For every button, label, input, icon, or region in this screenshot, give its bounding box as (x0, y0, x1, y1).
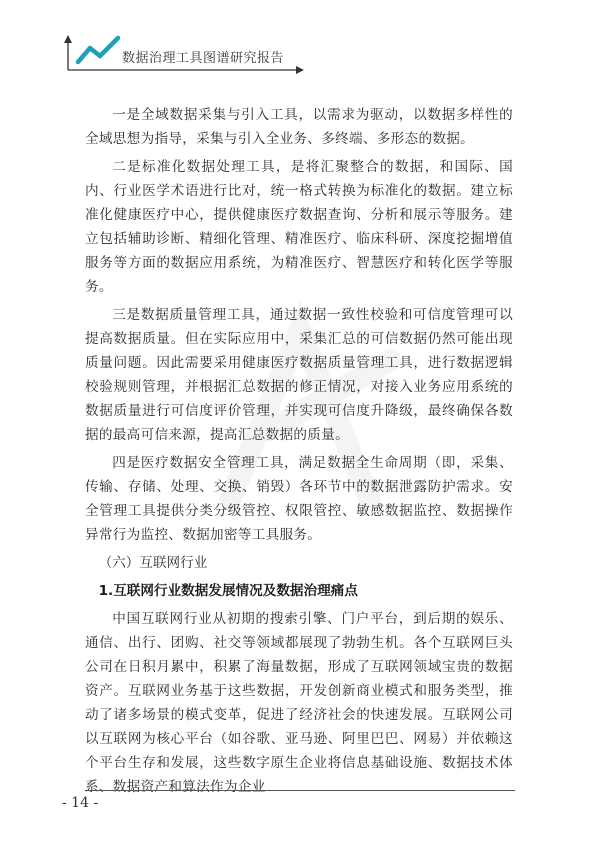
section-heading: （六）互联网行业 (98, 555, 208, 571)
page-number: - 14 - (62, 795, 99, 811)
paragraph: 中国互联网行业从初期的搜索引擎、门户平台，到后期的娱乐、通信、出行、团购、社交等领域都展现了勃勃生机。各个互联网巨头公司在日积月累中，积累了海量数据，形成了互联网领域宝贵的数据资产。互联网业务基于这些数据，开发创新商业模式和服务类型，推动了诸多场景的模式变革，促进了经济社会的快速发展。互联网公司以互联网为核心平台（如谷歌、亚马逊、阿里巴巴、网易）并依赖这个平台生存和发展，这些数字原生企业将信息基础设施、数据技术体系、数据资产和算法作为企业 (85, 611, 513, 795)
header-graphic (0, 0, 600, 80)
footer-divider (85, 790, 515, 791)
paragraph: 二是标准化数据处理工具，是将汇聚整合的数据，和国际、国内、行业医学术语进行比对，统一格式转换为标准化的数据。建立标准化健康医疗中心，提供健康医疗数据查询、分析和展示等服务。建立包括辅助诊断、精细化管理、精准医疗、临床科研、深度挖掘增值服务等方面的数据应用系统，为精准医疗、智慧医疗和转化医学等服务。 (85, 159, 513, 295)
subsection-heading: 1.互联网行业数据发展情况及数据治理痛点 (98, 583, 358, 599)
page-body (85, 103, 513, 803)
header-title: 数据治理工具图谱研究报告 (122, 51, 285, 66)
paragraph: 一是全域数据采集与引入工具，以需求为驱动，以数据多样性的全域思想为指导，采集与引入全业务、多终端、多形态的数据。 (85, 107, 513, 147)
paragraph: 三是数据质量管理工具，通过数据一致性校验和可信度管理可以提高数据质量。但在实际应用中，采集汇总的可信数据仍然可能出现质量问题。因此需要采用健康医疗数据质量管理工具，进行数据逻辑校验规则管理，并根据汇总数据的修正情况，对接入业务应用系统的数据质量进行可信度评价管理，并实现可信度升降级，最终确保各数据的最高可信来源，提高汇总数据的质量。 (85, 307, 513, 443)
page-header (0, 0, 600, 80)
paragraph: 四是医疗数据安全管理工具，满足数据全生命周期（即，采集、传输、存储、处理、交换、销毁）各环节中的数据泄露防护需求。安全管理工具提供分类分级管控、权限管控、敏感数据监控、数据操作异常行为监控、数据加密等工具服务。 (85, 455, 513, 543)
